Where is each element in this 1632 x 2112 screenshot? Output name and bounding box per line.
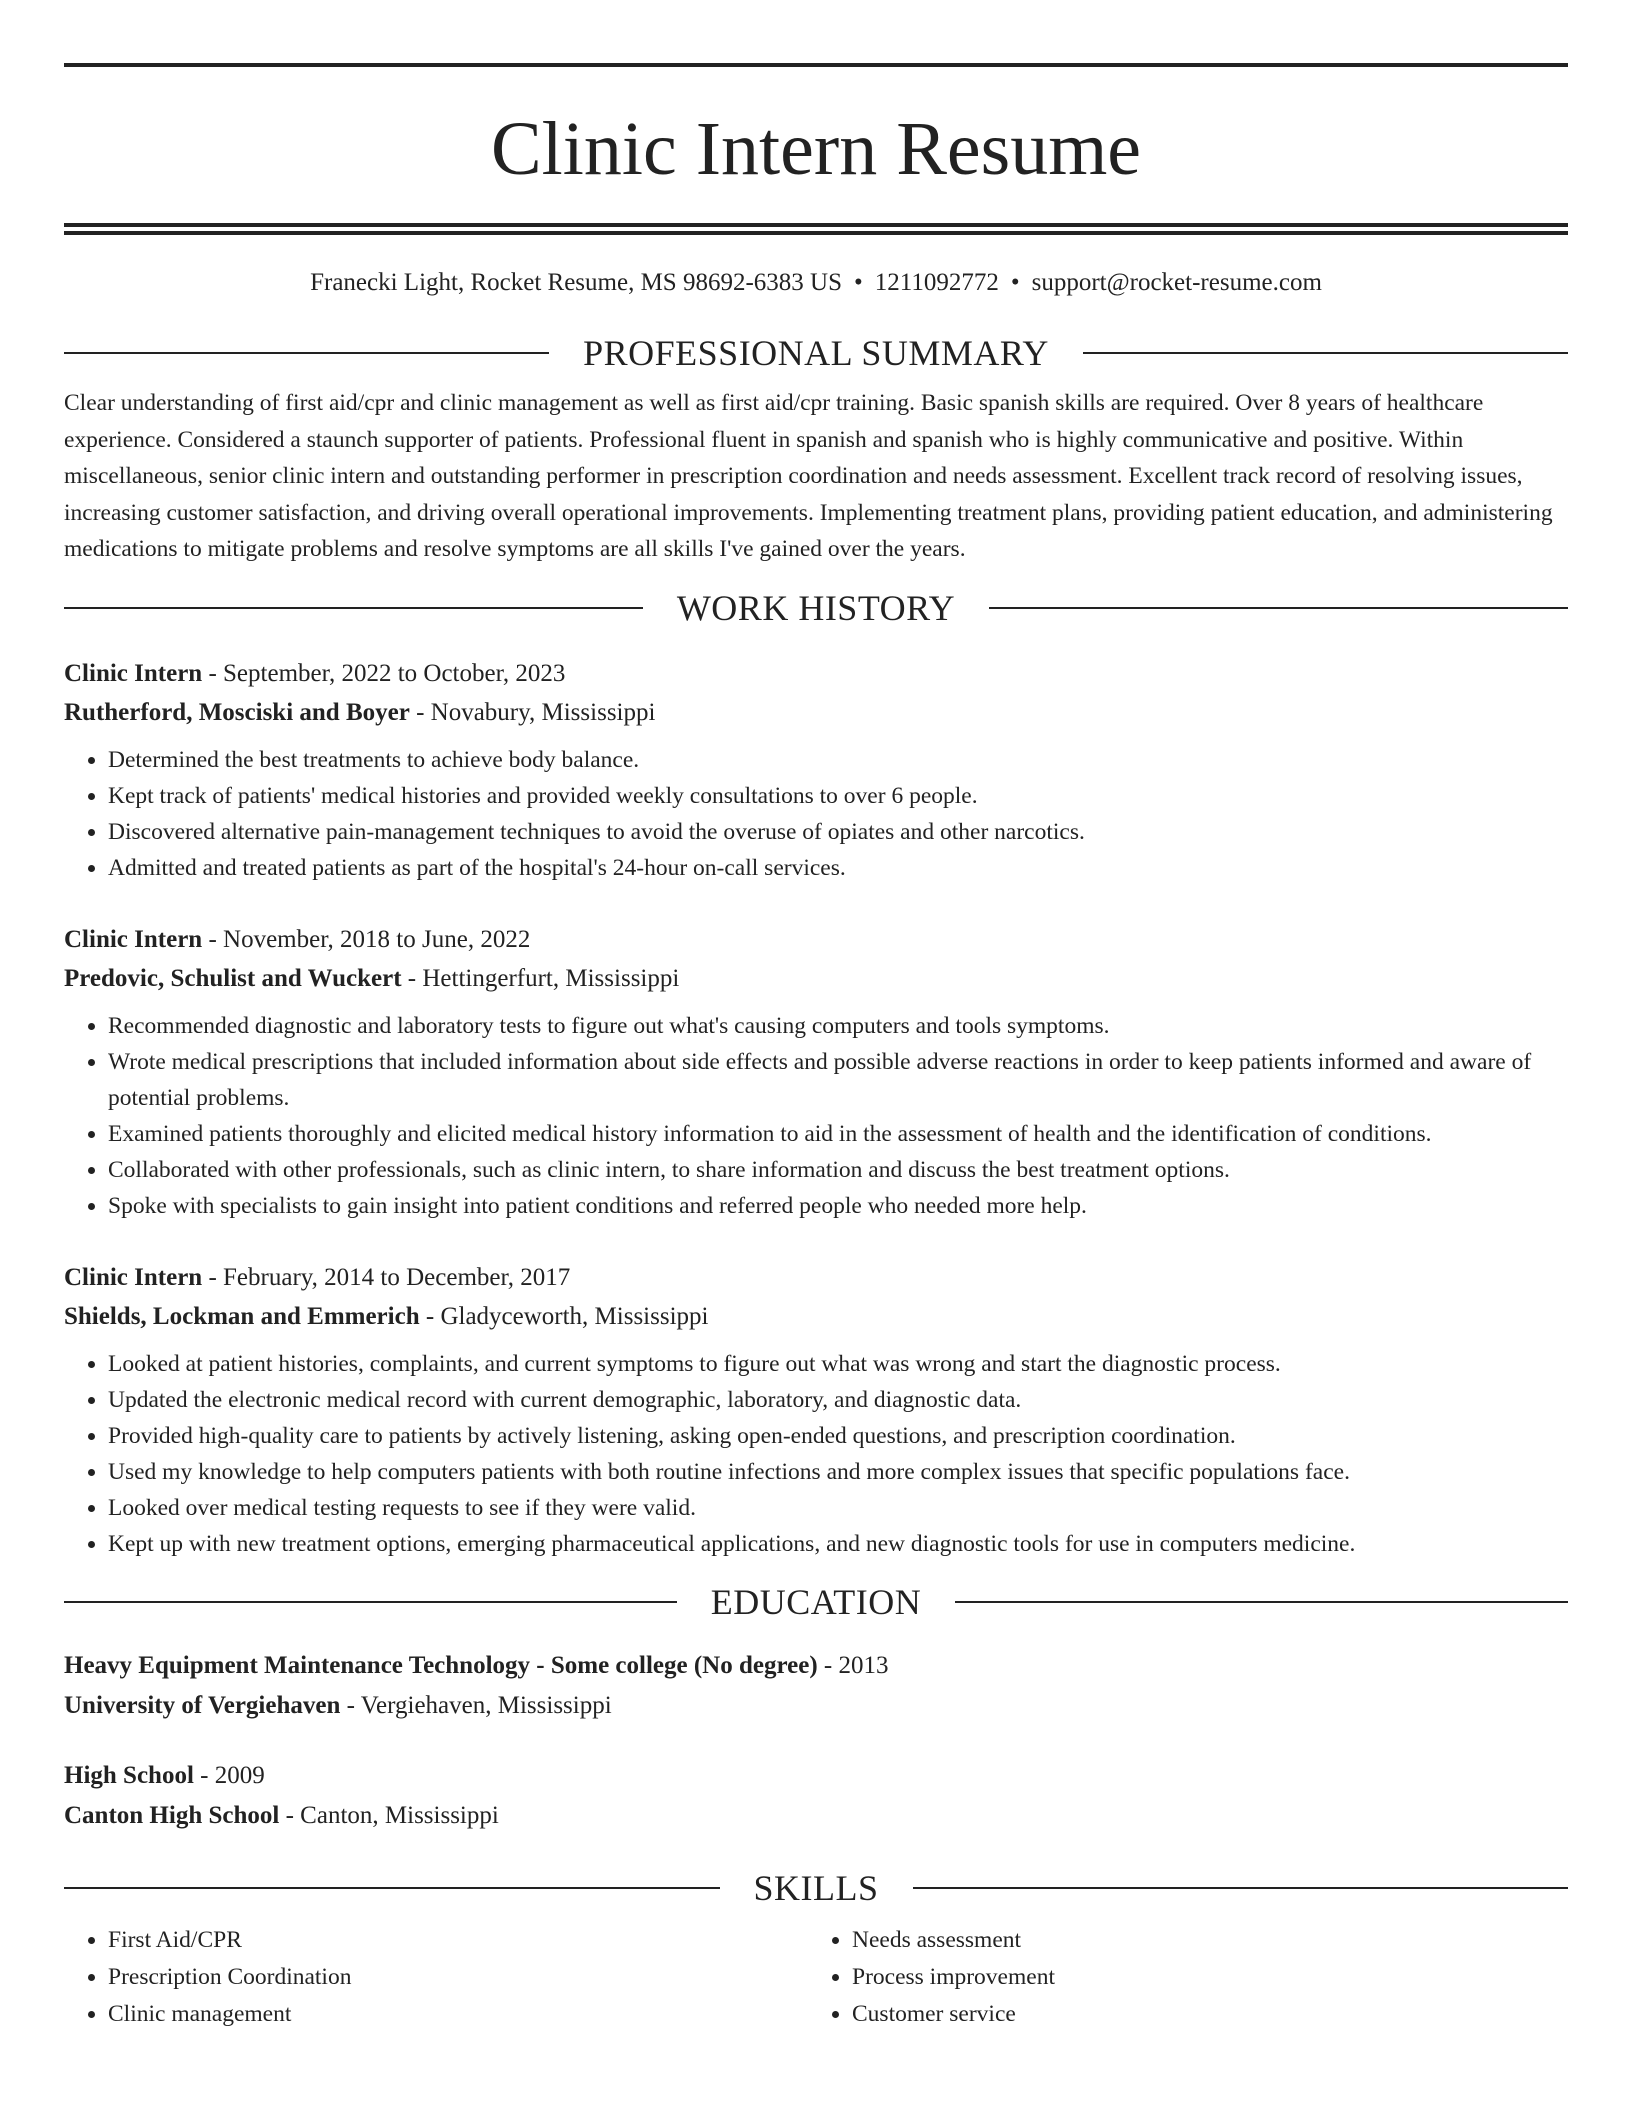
section-title: WORK HISTORY: [676, 587, 956, 628]
dash: -: [193, 1761, 215, 1789]
dash: -: [202, 1263, 224, 1291]
list-item: • Discovered alternative pain-management techniques to avoid the overuse of opiates and other narcotics.: [108, 814, 1568, 850]
list-item: • Spoke with specialists to gain insight into patient conditions and referred people who needed more help.: [108, 1188, 1568, 1224]
section-heading-work: [64, 586, 1568, 630]
dash: -: [401, 964, 423, 992]
skill-item: • Clinic management: [108, 1996, 808, 2033]
job-title-line: [64, 1258, 1568, 1297]
heading-rule-left: [64, 352, 549, 354]
list-item: • Collaborated with other professionals, such as clinic intern, to share information and discuss the best treatment options.: [108, 1152, 1568, 1188]
section-title: SKILLS: [753, 1867, 879, 1908]
degree: High School: [64, 1761, 194, 1789]
contact-phone: 1211092772: [874, 269, 999, 296]
contact-email: support@rocket-resume.com: [1031, 269, 1322, 296]
skills-list: [64, 1922, 1568, 2033]
job-location: Hettingerfurt, Mississippi: [422, 964, 680, 992]
education-entry: [64, 1646, 1568, 1726]
list-item: • Updated the electronic medical record with current demographic, laboratory, and diagnostic data.: [108, 1382, 1568, 1418]
resume-page: [64, 0, 1568, 2033]
job-bullets: [64, 742, 1568, 886]
degree-line: [64, 1756, 1568, 1796]
page-title: Clinic Intern Resume: [490, 107, 1142, 191]
heading-rule-right: [989, 607, 1568, 609]
list-item: • Determined the best treatments to achieve body balance.: [108, 742, 1568, 778]
skills-column-right: [808, 1922, 1552, 2033]
dash: -: [202, 659, 224, 687]
skill-item: • Customer service: [852, 1996, 1552, 2033]
skills-column-left: [64, 1922, 808, 2033]
heading-rule-left: [64, 607, 643, 609]
job-title-line: [64, 654, 1568, 693]
job-title-line: [64, 920, 1568, 959]
list-item: • Used my knowledge to help computers patients with both routine infections and more complex issues that specific populations face.: [108, 1454, 1568, 1490]
job-company-line: [64, 1297, 1568, 1336]
job-location: Novabury, Mississippi: [430, 698, 656, 726]
contact-address: Franecki Light, Rocket Resume, MS 98692-6383 US: [310, 269, 842, 296]
job-company: Shields, Lockman and Emmerich: [64, 1302, 420, 1330]
section-heading-summary: [64, 331, 1568, 375]
section-title: EDUCATION: [710, 1581, 922, 1622]
list-item: • Kept track of patients' medical histories and provided weekly consultations to over 6 people.: [108, 778, 1568, 814]
contact-line: [64, 265, 1568, 301]
heading-rule-right: [955, 1601, 1568, 1603]
dash: -: [817, 1651, 839, 1679]
contact-separator: •: [854, 269, 863, 296]
job-location: Gladyceworth, Mississippi: [440, 1302, 709, 1330]
school-line: [64, 1796, 1568, 1836]
list-item: • Looked over medical testing requests to see if they were valid.: [108, 1490, 1568, 1526]
education-entry: [64, 1756, 1568, 1836]
job-company: Predovic, Schulist and Wuckert: [64, 964, 402, 992]
dash: -: [409, 698, 431, 726]
skill-item: • Prescription Coordination: [108, 1959, 808, 1996]
job-company-line: [64, 693, 1568, 732]
section-title: PROFESSIONAL SUMMARY: [583, 333, 1049, 373]
edu-year: 2009: [214, 1761, 265, 1789]
edu-year: 2013: [838, 1651, 889, 1679]
job-entry: [64, 654, 1568, 886]
job-company-line: [64, 959, 1568, 998]
school: Canton High School: [64, 1801, 280, 1829]
list-item: • Looked at patient histories, complaints, and current symptoms to figure out what was wrong and start the diagnostic process.: [108, 1346, 1568, 1382]
heading-rule-left: [64, 1887, 720, 1889]
skill-item: • Needs assessment: [852, 1922, 1552, 1959]
job-entry: [64, 920, 1568, 1224]
job-bullets: [64, 1346, 1568, 1562]
dash: -: [340, 1691, 361, 1719]
list-item: • Admitted and treated patients as part of the hospital's 24-hour on-call services.: [108, 850, 1568, 886]
school-location: Canton, Mississippi: [300, 1801, 499, 1829]
dash: -: [202, 925, 224, 953]
list-item: • Kept up with new treatment options, emerging pharmaceutical applications, and new diagnostic tools for use in computers medicine.: [108, 1526, 1568, 1562]
double-rule: [64, 223, 1568, 235]
summary-paragraph: Clear understanding of first aid/cpr and clinic management as well as first aid/cpr training. Basic spanish skills are required. Over 8 years of healthcare experience. Considered a staunch supporter of patients. Professional fluent in spanish and spanish who is highly communicative and positive. Within miscellaneous, senior clinic intern and outstanding performer in prescription coordination and needs assessment. Excellent track record of resolving issues, increasing customer satisfaction, and driving overall operational improvements. Implementing treatment plans, providing patient education, and administering medications to mitigate problems and resolve symptoms are all skills I've gained over the years.: [64, 390, 1553, 562]
job-title: Clinic Intern: [64, 925, 203, 953]
job-company: Rutherford, Mosciski and Boyer: [64, 698, 410, 726]
job-dates: November, 2018 to June, 2022: [223, 925, 531, 953]
list-item: • Provided high-quality care to patients by actively listening, asking open-ended questions, and prescription coordination.: [108, 1418, 1568, 1454]
skill-item: • First Aid/CPR: [108, 1922, 808, 1959]
job-title: Clinic Intern: [64, 1263, 203, 1291]
job-dates: February, 2014 to December, 2017: [223, 1263, 571, 1291]
heading-rule-right: [1083, 352, 1568, 354]
job-bullets: [64, 1008, 1568, 1224]
section-heading-skills: [64, 1866, 1568, 1910]
school-line: [64, 1686, 1568, 1726]
school-location: Vergiehaven, Mississippi: [360, 1691, 612, 1719]
job-dates: September, 2022 to October, 2023: [223, 659, 566, 687]
dash: -: [279, 1801, 301, 1829]
degree: Heavy Equipment Maintenance Technology - Some college (No degree): [64, 1651, 818, 1679]
degree-line: [64, 1646, 1568, 1686]
top-rule: [64, 63, 1568, 67]
heading-rule-right: [913, 1887, 1569, 1889]
list-item: • Recommended diagnostic and laboratory tests to figure out what's causing computers and tools symptoms.: [108, 1008, 1568, 1044]
job-entry: [64, 1258, 1568, 1562]
contact-separator: •: [1010, 269, 1020, 296]
list-item: • Wrote medical prescriptions that included information about side effects and possible adverse reactions in order to keep patients informed and aware of potential problems.: [108, 1044, 1568, 1116]
skill-item: • Process improvement: [852, 1959, 1552, 1996]
job-title: Clinic Intern: [64, 659, 203, 687]
school: University of Vergiehaven: [64, 1691, 341, 1719]
dash: -: [419, 1302, 441, 1330]
section-heading-education: [64, 1580, 1568, 1624]
heading-rule-left: [64, 1601, 677, 1603]
list-item: • Examined patients thoroughly and elicited medical history information to aid in the assessment of health and the identification of conditions.: [108, 1116, 1568, 1152]
